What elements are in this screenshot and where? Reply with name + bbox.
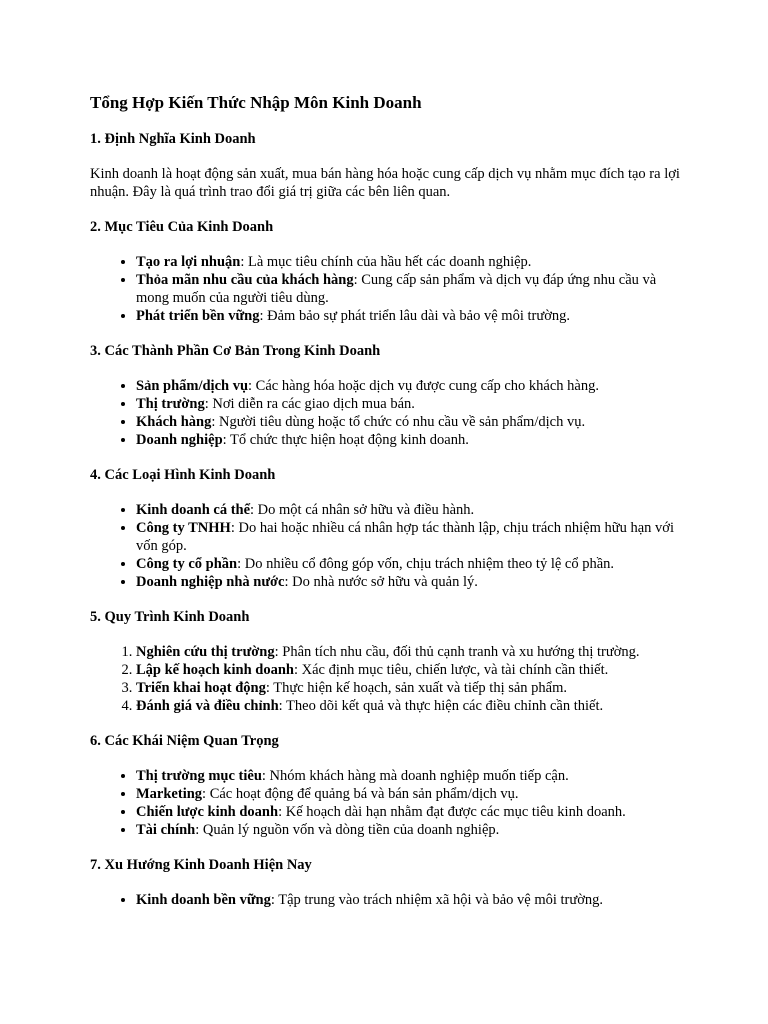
- list-item-term: Marketing: [136, 786, 203, 802]
- list-item-desc: : Các hàng hóa hoặc dịch vụ được cung cấp cho khách hàng.: [248, 378, 599, 394]
- section-heading-key-concepts: 6. Các Khái Niệm Quan Trọng: [90, 733, 279, 749]
- list-item: [136, 767, 688, 785]
- list-item-term: Khách hàng: [136, 414, 212, 430]
- section-heading-trends: 7. Xu Hướng Kinh Doanh Hiện Nay: [90, 857, 312, 873]
- list-item-desc: : Nhóm khách hàng mà doanh nghiệp muốn tiếp cận.: [261, 768, 569, 784]
- list-item-term: Thị trường: [136, 396, 205, 412]
- list-item-term: Doanh nghiệp: [136, 432, 223, 448]
- list-item-desc: : Theo dõi kết quả và thực hiện các điều chỉnh cần thiết.: [278, 698, 604, 714]
- business-types-list: [90, 501, 688, 591]
- components-list: [90, 377, 688, 449]
- list-item-desc: : Cung cấp sản phẩm và dịch vụ đáp ứng nhu cầu và mong muốn của người tiêu dùng.: [136, 272, 657, 306]
- list-item-term: Đánh giá và điều chỉnh: [136, 698, 279, 714]
- list-item-desc: : Do một cá nhân sở hữu và điều hành.: [250, 502, 475, 518]
- document-title: Tổng Hợp Kiến Thức Nhập Môn Kinh Doanh: [90, 93, 422, 112]
- list-item-desc: : Do hai hoặc nhiều cá nhân hợp tác thành lập, chịu trách nhiệm hữu hạn với vốn góp.: [136, 520, 674, 554]
- list-item-term: Nghiên cứu thị trường: [136, 644, 275, 660]
- process-list: [90, 643, 688, 715]
- list-item: [136, 431, 688, 449]
- list-item-desc: : Quản lý nguồn vốn và dòng tiền của doanh nghiệp.: [195, 822, 500, 838]
- section-heading-components: 3. Các Thành Phần Cơ Bản Trong Kinh Doanh: [90, 343, 381, 359]
- list-item: [136, 697, 688, 715]
- section-heading-definition: 1. Định Nghĩa Kinh Doanh: [90, 131, 256, 147]
- list-item: [136, 643, 688, 661]
- list-item-term: Lập kế hoạch kinh doanh: [136, 662, 294, 678]
- list-item-desc: : Là mục tiêu chính của hầu hết các doanh nghiệp.: [240, 254, 532, 270]
- list-item: [136, 307, 688, 325]
- list-item-desc: : Nơi diễn ra các giao dịch mua bán.: [204, 396, 415, 412]
- list-item: [136, 395, 688, 413]
- goals-list: [90, 253, 688, 325]
- section-heading-goals: 2. Mục Tiêu Của Kinh Doanh: [90, 219, 274, 235]
- list-item: [136, 821, 688, 839]
- key-concepts-list: [90, 767, 688, 839]
- list-item: [136, 891, 688, 909]
- list-item-term: Tạo ra lợi nhuận: [136, 254, 241, 270]
- list-item: [136, 679, 688, 697]
- list-item-desc: : Các hoạt động để quảng bá và bán sản phẩm/dịch vụ.: [202, 786, 519, 802]
- list-item: [136, 785, 688, 803]
- list-item-term: Công ty TNHH: [136, 520, 231, 536]
- list-item-desc: : Tổ chức thực hiện hoạt động kinh doanh.: [222, 432, 469, 448]
- list-item-desc: : Thực hiện kế hoạch, sản xuất và tiếp thị sản phẩm.: [265, 680, 568, 696]
- section-heading-process: 5. Quy Trình Kinh Doanh: [90, 609, 250, 625]
- list-item-desc: : Xác định mục tiêu, chiến lược, và tài chính cần thiết.: [293, 662, 609, 678]
- list-item-term: Tài chính: [136, 822, 196, 838]
- list-item: [136, 377, 688, 395]
- list-item: [136, 501, 688, 519]
- trends-list: [90, 891, 688, 909]
- list-item-term: Doanh nghiệp nhà nước: [136, 574, 285, 590]
- list-item: [136, 519, 688, 555]
- list-item: [136, 803, 688, 821]
- list-item-desc: : Do nhiều cổ đông góp vốn, chịu trách nhiệm theo tỷ lệ cổ phần.: [237, 556, 615, 572]
- list-item-term: Triển khai hoạt động: [136, 680, 266, 696]
- list-item-desc: : Người tiêu dùng hoặc tổ chức có nhu cầu về sản phẩm/dịch vụ.: [211, 414, 586, 430]
- list-item-term: Thị trường mục tiêu: [136, 768, 262, 784]
- list-item-desc: : Đảm bảo sự phát triển lâu dài và bảo vệ môi trường.: [259, 308, 570, 324]
- list-item-term: Sản phẩm/dịch vụ: [136, 378, 249, 394]
- list-item-term: Chiến lược kinh doanh: [136, 804, 279, 820]
- list-item-term: Công ty cổ phần: [136, 556, 238, 572]
- definition-paragraph: Kinh doanh là hoạt động sản xuất, mua bán hàng hóa hoặc cung cấp dịch vụ nhằm mục đích tạo ra lợi nhuận. Đây là quá trình trao đổi giá trị giữa các bên liên quan.: [90, 166, 680, 200]
- list-item: [136, 555, 688, 573]
- list-item-desc: : Tập trung vào trách nhiệm xã hội và bảo vệ môi trường.: [270, 892, 604, 908]
- list-item: [136, 253, 688, 271]
- section-heading-business-types: 4. Các Loại Hình Kinh Doanh: [90, 467, 276, 483]
- list-item-term: Phát triển bền vững: [136, 308, 260, 324]
- list-item: [136, 413, 688, 431]
- list-item: [136, 573, 688, 591]
- list-item-term: Kinh doanh cá thể: [136, 502, 251, 518]
- list-item-term: Thỏa mãn nhu cầu của khách hàng: [136, 272, 354, 288]
- list-item-desc: : Kế hoạch dài hạn nhằm đạt được các mục tiêu kinh doanh.: [278, 804, 626, 820]
- list-item-desc: : Do nhà nước sở hữu và quản lý.: [284, 574, 478, 590]
- list-item: [136, 271, 688, 307]
- list-item-desc: : Phân tích nhu cầu, đối thủ cạnh tranh và xu hướng thị trường.: [274, 644, 640, 660]
- list-item-term: Kinh doanh bền vững: [136, 892, 271, 908]
- list-item: [136, 661, 688, 679]
